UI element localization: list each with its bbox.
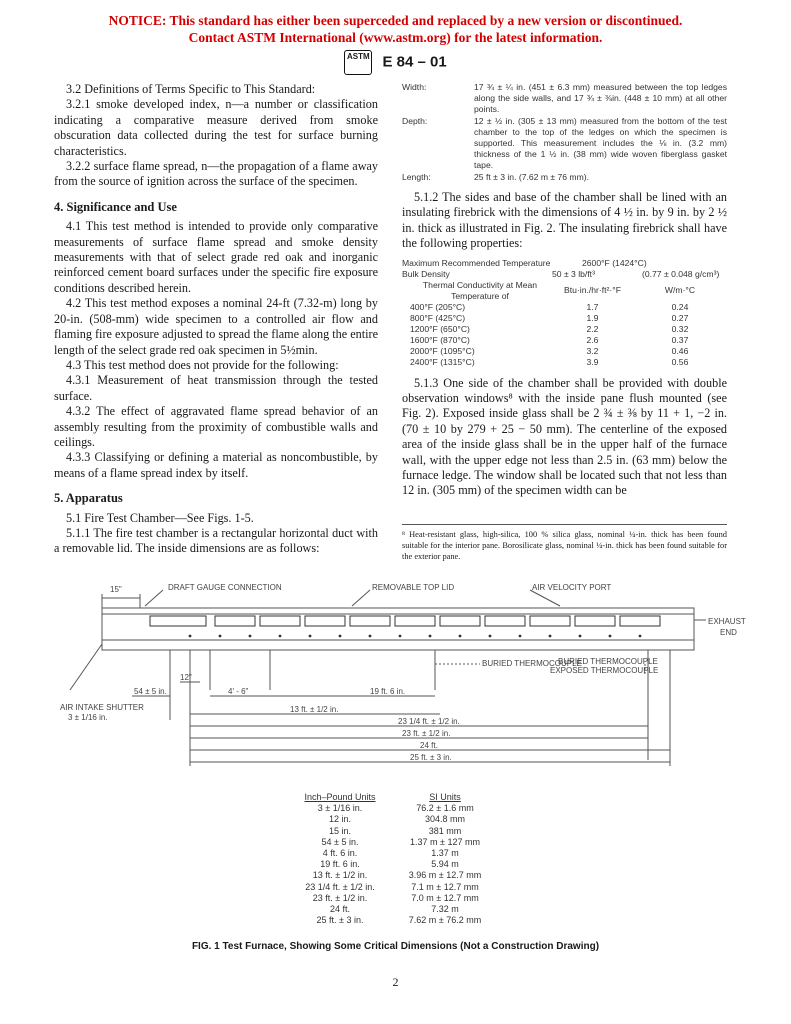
para-3-2: 3.2 Definitions of Terms Specific to This Standard:	[66, 82, 316, 96]
units-row	[290, 893, 500, 904]
units-row	[290, 814, 500, 825]
prop-row	[402, 357, 727, 368]
intake-leader	[70, 644, 102, 690]
label-end: END	[720, 628, 737, 637]
si-value: 76.2 ± 1.6 mm	[416, 803, 474, 814]
window-marker	[519, 635, 522, 638]
temp: 400°F (205°C)	[410, 301, 466, 312]
btu-value: 2.6	[586, 334, 599, 345]
conductivity-unit-2: W/m·°C	[664, 284, 696, 295]
dim-value: 17 ¾ ± ¼ in. (451 ± 6.3 mm) measured between the top ledges along the side walls, and 17 ¾ ± ⅜in. (448 ± 10 mm) at all other points.	[474, 82, 727, 114]
label-air-intake-dim: 3 ± 1/16 in.	[68, 713, 108, 722]
si-value: 7.0 m ± 12.7 mm	[411, 892, 479, 903]
lid-panel	[350, 616, 390, 626]
density-si: (0.77 ± 0.048 g/cm³)	[642, 268, 720, 279]
ip-value: 54 ± 5 in.	[321, 836, 359, 847]
lid-panel	[620, 616, 660, 626]
label-exposed-tc: EXPOSED THERMOCOUPLE	[550, 666, 659, 675]
ip-value: 19 ft. 6 in.	[320, 859, 360, 870]
units-row	[290, 826, 500, 837]
ip-value: 4 ft. 6 in.	[322, 848, 358, 859]
dim-row	[402, 172, 727, 184]
label-13ft: 13 ft. ± 1/2 in.	[290, 705, 339, 714]
ip-value: 3 ± 1/16 in.	[317, 803, 363, 814]
window-marker	[309, 635, 312, 638]
para-4-1: 4.1 This test method is intended to provide only comparative measurements of surface flame spread and smoke density measurements with that of select grade red oak and inorganic reinforced cement board surfaces under the specific fire exposure conditions described herein.	[54, 219, 378, 295]
para-5-1-2: 5.1.2 The sides and base of the chamber shall be lined with an insulating firebrick with the dimensions of 4 ½ in. by 9 in. by 2 ½ in. thick as illustrated in Fig. 2. The insulating firebrick shall have the following properties:	[402, 190, 727, 251]
label-air-intake: AIR INTAKE SHUTTER	[60, 703, 144, 712]
si-value: 7.32 m	[431, 904, 459, 915]
window-markers	[189, 635, 642, 638]
ip-value: 24 ft.	[329, 904, 350, 915]
furnace-diagram	[40, 580, 752, 776]
si-value: 0.37	[671, 334, 689, 345]
dim-row	[402, 116, 727, 172]
window-marker	[579, 635, 582, 638]
window-marker	[549, 635, 552, 638]
dim-key: Length:	[402, 172, 431, 182]
btu-value: 1.7	[586, 301, 599, 312]
dim-row	[402, 82, 727, 116]
btu-value: 3.2	[586, 345, 599, 356]
units-row	[290, 803, 500, 814]
si-value: 1.37 m	[431, 848, 459, 859]
window-marker	[459, 635, 462, 638]
label-top-lid: REMOVABLE TOP LID	[372, 583, 455, 592]
temp: 800°F (425°C)	[410, 312, 466, 323]
si-value: 7.62 m ± 76.2 mm	[408, 915, 482, 926]
lid-panel	[305, 616, 345, 626]
si-value: 7.1 m ± 12.7 mm	[411, 881, 479, 892]
leader-line	[145, 590, 163, 606]
prop-row	[402, 324, 727, 335]
label-25ft: 25 ft. ± 3 in.	[410, 753, 452, 762]
label-buried-tc-2: BURIED THERMOCOUPLE	[558, 657, 658, 666]
top-lid-panels	[150, 616, 660, 626]
notice-line-1: NOTICE: This standard has either been superceded and replaced by a new version or discontinued.	[108, 13, 683, 28]
chamber-dimensions-table	[402, 82, 727, 184]
label-19ft6in: 19 ft. 6 in.	[370, 687, 406, 696]
prop-row	[402, 258, 727, 269]
leader-line	[352, 590, 370, 606]
dim-value: 12 ± ½ in. (305 ± 13 mm) measured from the bottom of the test chamber to the top of the ledges on which the specimen is supported. This measurement includes the ⅛ in. (3.2 mm) thickness of the 1 ½ in. (38 mm) wide woven fiberglass gasket tape.	[474, 116, 727, 170]
para-5-1-3: 5.1.3 One side of the chamber shall be provided with double observation windows⁸ with the inside pane flush mounted (see Fig. 2). Exposed inside glass shall be 2 ¾ ± ⅜ by 11 + 1, −2 in. (70 ± 10 by 279 + 25 − 50 mm). The centerline of the exposed area of the inside glass shall be in the upper half of the furnace wall, with the upper edge not less than 2.5 in. (63 mm) below the furnace ledge. The window shall be located such that not less than 12 in. (305 mm) of the specimen width can be	[402, 375, 727, 498]
prop-row	[402, 280, 727, 302]
ip-value: 23 ft. ± 1/2 in.	[312, 892, 368, 903]
astm-logo-icon: ASTM	[344, 50, 372, 75]
para-5-1-1: 5.1.1 The fire test chamber is a rectangular horizontal duct with a removable lid. The inside dimensions are as follows:	[54, 525, 378, 556]
max-temp-value: 2600°F (1424°C)	[582, 257, 647, 268]
para-4-3-3: 4.3.3 Classifying or defining a material as noncombustible, by means of a flame spread index by itself.	[54, 450, 378, 480]
right-column	[402, 82, 727, 499]
prop-row	[402, 302, 727, 313]
btu-value: 2.2	[586, 323, 599, 334]
units-row	[290, 859, 500, 870]
window-marker	[339, 635, 342, 638]
window-marker	[189, 635, 192, 638]
label-air-velocity-port: AIR VELOCITY PORT	[532, 583, 612, 592]
temp: 1200°F (650°C)	[410, 323, 470, 334]
si-value: 0.46	[671, 345, 689, 356]
si-value: 0.27	[671, 312, 689, 323]
label-draft-gauge: DRAFT GAUGE CONNECTION	[168, 583, 282, 592]
prop-row	[402, 346, 727, 357]
section-5-heading: 5. Apparatus	[54, 491, 123, 506]
prop-row	[402, 335, 727, 346]
left-column	[54, 82, 378, 557]
si-value: 304.8 mm	[424, 814, 466, 825]
btu-value: 3.9	[586, 356, 599, 367]
temp: 1600°F (870°C)	[410, 334, 470, 345]
temp: 2000°F (1095°C)	[410, 345, 475, 356]
window-marker	[369, 635, 372, 638]
unit-conversion-table	[290, 792, 500, 926]
conductivity-label: Thermal Conductivity at Mean Temperature of	[422, 279, 538, 301]
si-value: 3.96 m ± 12.7 mm	[408, 870, 482, 881]
footnote-8: ⁸ Heat-resistant glass, high-silica, 100 % silica glass, nominal ¼-in. thick has been found suitable for the interior pane. Borosilicate glass, nominal ¼-in. thick has been found suitable for the exterior pane.	[402, 524, 727, 562]
figure-caption: FIG. 1 Test Furnace, Showing Some Critical Dimensions (Not a Construction Drawing)	[191, 941, 600, 952]
section-4-heading: 4. Significance and Use	[54, 199, 177, 214]
label-54in: 54 ± 5 in.	[134, 687, 167, 696]
page-number: 2	[392, 975, 399, 989]
header-si: SI Units	[429, 792, 461, 802]
max-temp-label: Maximum Recommended Temperature	[402, 257, 551, 268]
dim-key: Width:	[402, 82, 427, 92]
para-4-3: 4.3 This test method does not provide for the following:	[66, 357, 339, 372]
si-value: 381 mm	[428, 825, 462, 836]
para-4-2: 4.2 This test method exposes a nominal 24-ft (7.32-m) long by 20-in. (508-mm) wide specimen to a controlled air flow and flaming fire exposure adjusted to spread the flame along the entire length of the select grade red oak specimen in 5½min.	[54, 296, 378, 357]
ip-value: 13 ft. ± 1/2 in.	[312, 870, 368, 881]
standard-designation: E 84 – 01	[382, 53, 447, 71]
lid-panel	[485, 616, 525, 626]
standard-header	[0, 50, 791, 75]
dim-key: Depth:	[402, 116, 428, 126]
para-4-3-2: 4.3.2 The effect of aggravated flame spread behavior of an assembly resulting from the proximity of combustible walls and ceilings.	[54, 404, 378, 449]
leader-line	[530, 590, 560, 606]
para-3-2-2: 3.2.2 surface flame spread, n—the propagation of a flame away from the source of ignition across the surface of the specimen.	[54, 159, 378, 189]
prop-row	[402, 269, 727, 280]
units-row	[290, 915, 500, 926]
window-marker	[399, 635, 402, 638]
si-value: 5.94 m	[431, 859, 459, 870]
prop-row	[402, 313, 727, 324]
notice-banner	[0, 12, 791, 46]
units-row	[290, 870, 500, 881]
window-marker	[489, 635, 492, 638]
ip-value: 15 in.	[328, 825, 352, 836]
si-value: 0.24	[671, 301, 689, 312]
ip-value: 23 1/4 ft. ± 1/2 in.	[305, 881, 375, 892]
label-12in: 12"	[180, 673, 192, 682]
conductivity-unit-1: Btu·in./hr·ft²·°F	[564, 284, 621, 295]
para-3-2-1: 3.2.1 smoke developed index, n—a number or classification indicating a comparative measure derived from smoke obscuration data collected during the test for surface burning characteristics.	[54, 97, 378, 158]
temp: 2400°F (1315°C)	[410, 356, 475, 367]
firebrick-properties	[402, 258, 727, 368]
density-value: 50 ± 3 lb/ft³	[552, 268, 595, 279]
lid-panel	[530, 616, 570, 626]
window-marker	[219, 635, 222, 638]
units-row	[290, 904, 500, 915]
label-exhaust: EXHAUST	[708, 617, 746, 626]
label-15in: 15"	[110, 585, 122, 594]
label-23-1-4ft: 23 1/4 ft. ± 1/2 in.	[398, 717, 460, 726]
label-buried-tc-1: BURIED THERMOCOUPLE	[482, 659, 582, 668]
lid-panel	[150, 616, 206, 626]
si-value: 1.37 m ± 127 mm	[410, 836, 480, 847]
units-row	[290, 848, 500, 859]
para-4-3-1: 4.3.1 Measurement of heat transmission through the tested surface.	[54, 373, 378, 403]
lid-panel	[395, 616, 435, 626]
lid-panel	[215, 616, 255, 626]
window-marker	[609, 635, 612, 638]
units-row	[290, 882, 500, 893]
window-marker	[279, 635, 282, 638]
window-marker	[249, 635, 252, 638]
label-24ft: 24 ft.	[420, 741, 438, 750]
window-marker	[429, 635, 432, 638]
label-23ft: 23 ft. ± 1/2 in.	[402, 729, 451, 738]
label-4ft6in: 4' - 6"	[228, 687, 249, 696]
units-row	[290, 837, 500, 848]
header-inch-pound: Inch–Pound Units	[304, 792, 376, 802]
si-value: 0.56	[671, 356, 689, 367]
window-marker	[639, 635, 642, 638]
btu-value: 1.9	[586, 312, 599, 323]
dim-value: 25 ft ± 3 in. (7.62 m ± 76 mm).	[474, 172, 589, 182]
ip-value: 12 in.	[328, 814, 352, 825]
density-label: Bulk Density	[402, 268, 450, 279]
units-header	[290, 792, 500, 803]
para-5-1: 5.1 Fire Test Chamber—See Figs. 1-5.	[66, 510, 254, 525]
notice-line-2: Contact ASTM International (www.astm.org) for the latest information.	[188, 30, 603, 45]
lid-panel	[575, 616, 615, 626]
lid-panel	[260, 616, 300, 626]
si-value: 0.32	[671, 323, 689, 334]
ip-value: 25 ft. ± 3 in.	[316, 915, 364, 926]
lid-panel	[440, 616, 480, 626]
